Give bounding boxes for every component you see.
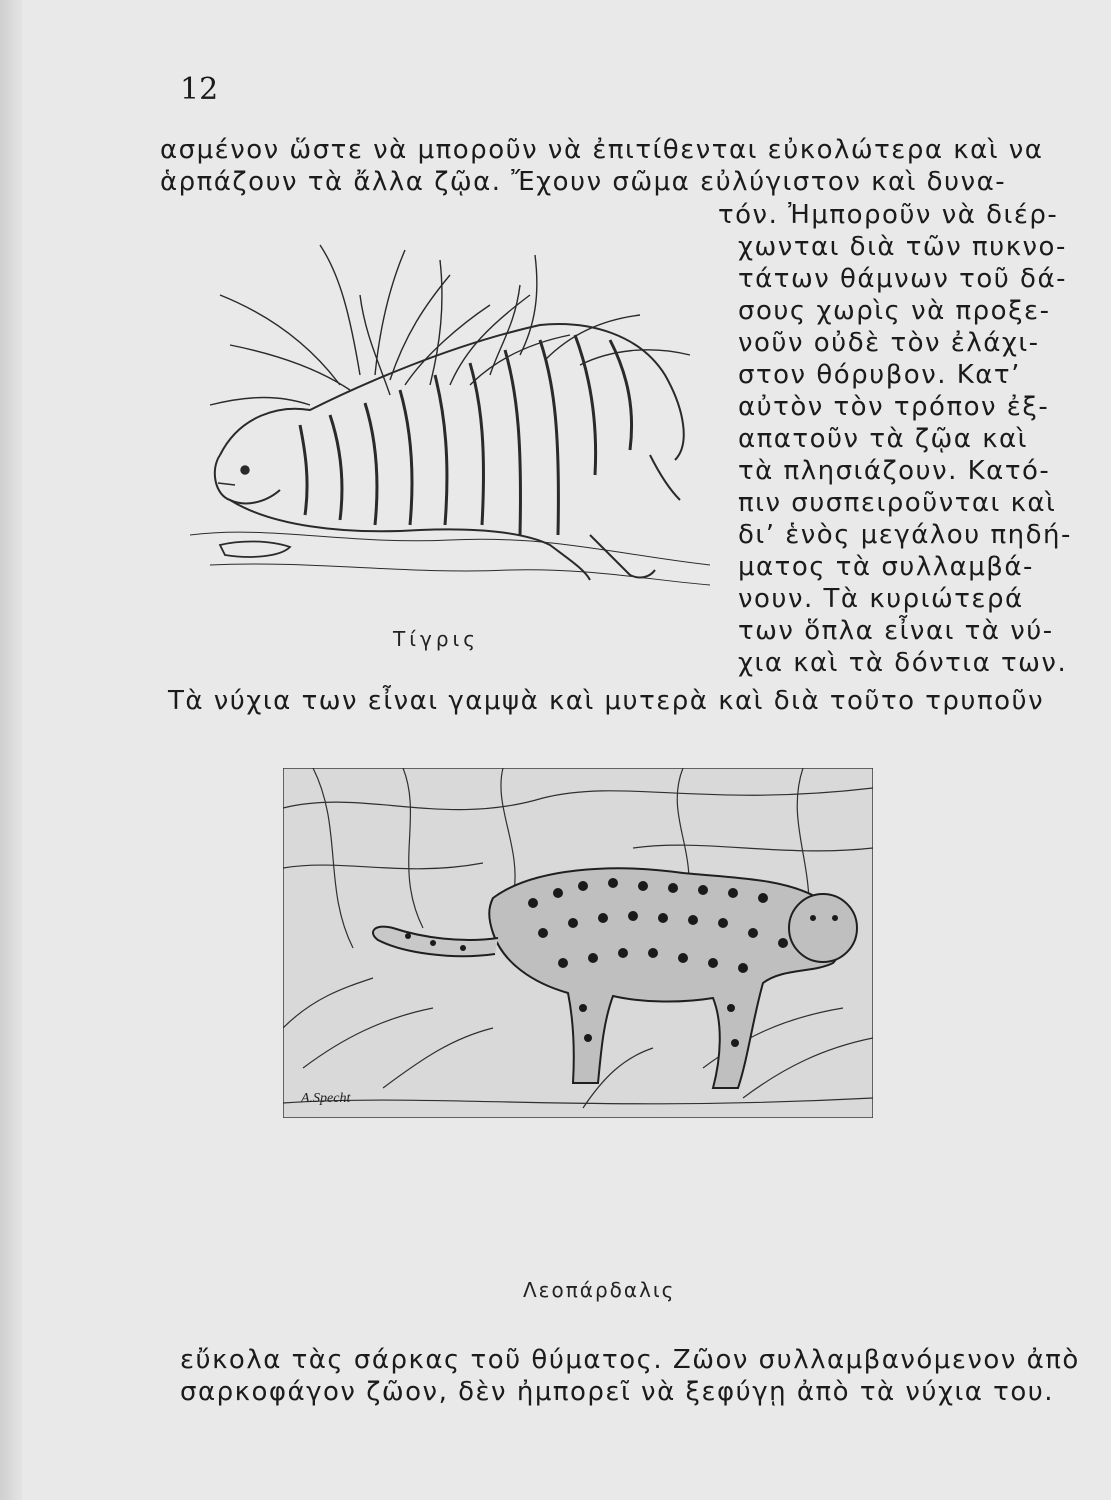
text-line: ασμένον ὥστε νὰ μποροῦν νὰ ἐπιτίθενται εὐκολώτερα καὶ να [160,135,1044,165]
text-line: δι’ ἑνὸς μεγάλου πηδή- [738,520,1072,550]
tiger-illustration [190,235,710,605]
text-line: αὐτὸν τὸν τρόπον ἐξ- [738,392,1050,422]
leopard-illustration [283,768,873,1118]
text-line: των ὅπλα εἶναι τὰ νύ- [738,616,1054,646]
text-line: ἁρπάζουν τὰ ἄλλα ζῷα. Ἔχουν σῶμα εὐλύγιστον καὶ δυνα- [160,167,1007,197]
text-line: σους χωρὶς νὰ προξε- [738,296,1051,326]
text-line: στον θόρυβον. Κατ’ [738,360,1021,390]
text-line: σαρκοφάγον ζῶον, δὲν ἠμπορεῖ νὰ ξεφύγῃ ἀπὸ τὰ νύχια του. [180,1377,1055,1407]
text-line: χια καὶ τὰ δόντια των. [738,648,1068,678]
text-line: εὔκολα τὰς σάρκας τοῦ θύματος. Ζῶον συλλαμβανόμενον ἀπὸ [180,1345,1080,1375]
text-line: νοῦν οὐδὲ τὸν ἐλάχι- [738,328,1040,358]
leopard-caption: Λεοπάρδαλις [523,1278,676,1302]
text-line: τόν. Ἠμποροῦν νὰ διέρ- [718,200,1059,230]
text-line: νουν. Τὰ κυριώτερά [738,584,1024,614]
text-line: χωνται διὰ τῶν πυκνο- [738,232,1067,262]
text-line: τάτων θάμνων τοῦ δά- [738,264,1067,294]
text-line: απατοῦν τὰ ζῷα καὶ [738,424,1028,454]
page-binding-edge [0,0,22,1500]
text-line: τὰ πλησιάζουν. Κατό- [738,456,1051,486]
text-line: ματος τὰ συλλαμβά- [738,552,1034,582]
tiger-caption: Τίγρις [393,627,480,651]
text-line: Τὰ νύχια των εἶναι γαμψὰ καὶ μυτερὰ καὶ διὰ τοῦτο τρυποῦν [168,686,1045,716]
page-number: 12 [180,72,219,107]
text-line: πιν συσπειροῦνται καὶ [738,488,1057,518]
artist-signature: A.Specht [301,1091,351,1106]
